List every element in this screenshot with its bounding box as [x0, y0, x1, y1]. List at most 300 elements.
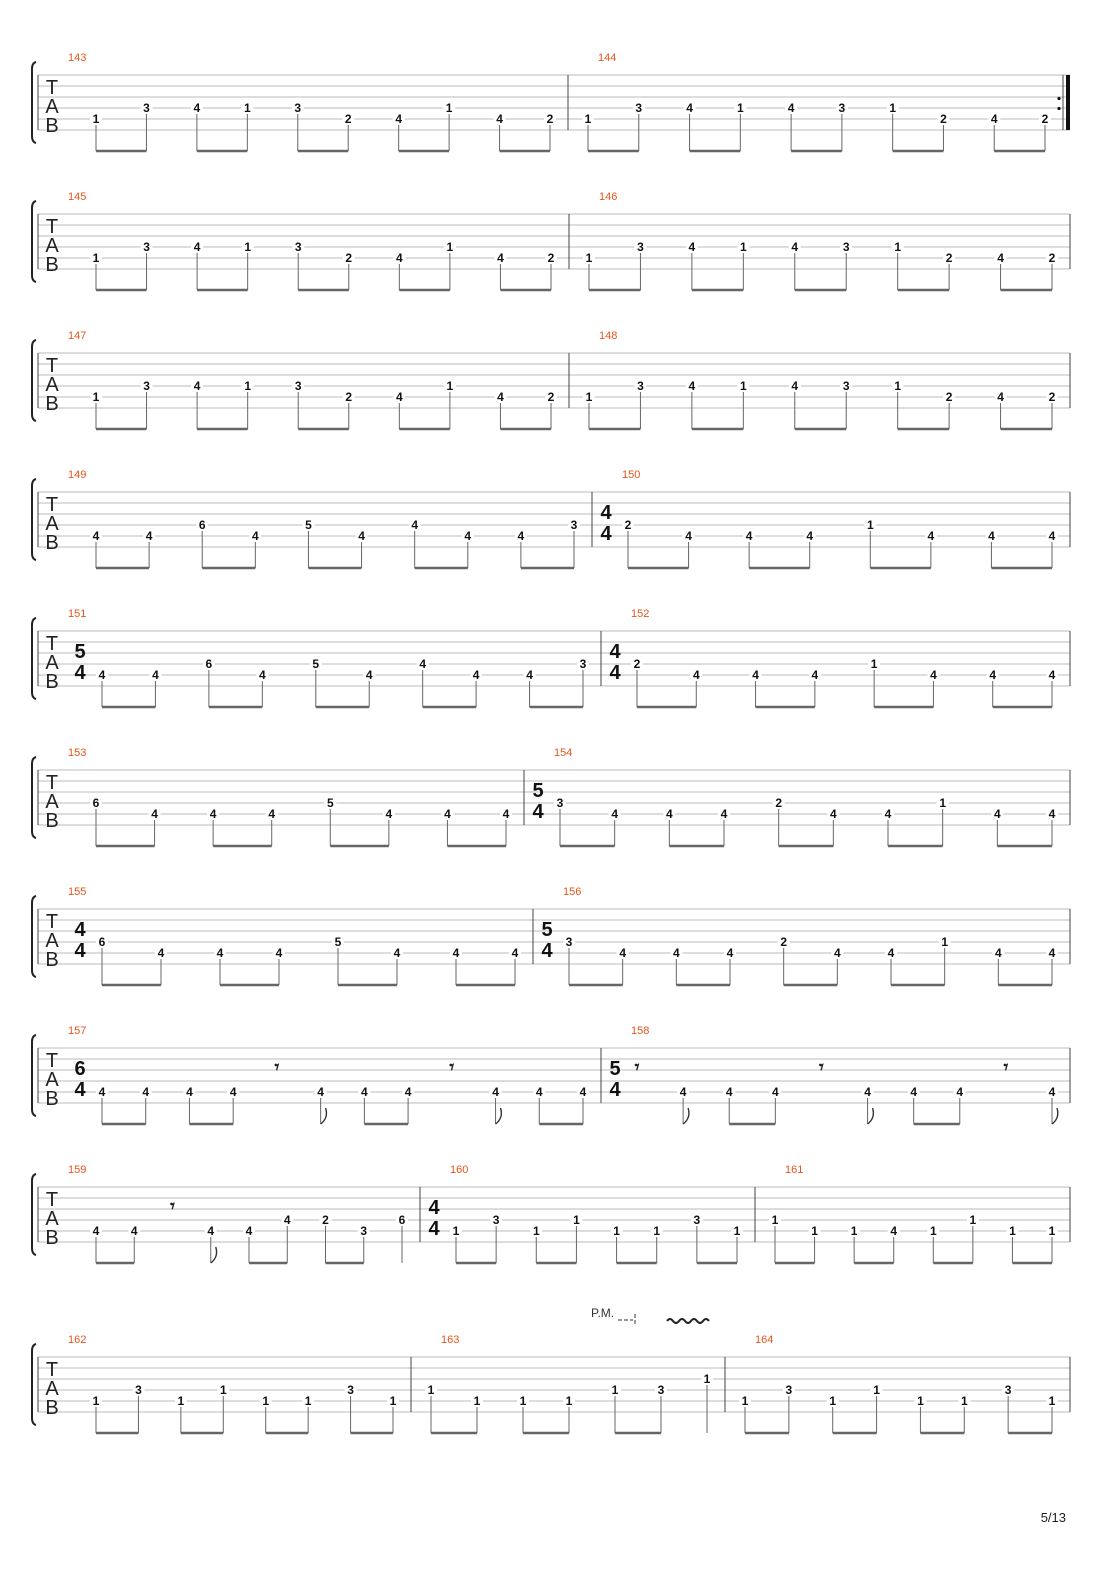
- fret-number: 4: [404, 1085, 412, 1099]
- fret-number: 4: [229, 1085, 237, 1099]
- tab-system: [32, 1164, 1070, 1263]
- measure-number: 163: [441, 1334, 460, 1346]
- measure: [541, 886, 1070, 985]
- fret-number: 1: [473, 1394, 481, 1408]
- measure-number: 156: [563, 886, 582, 898]
- fret-number: 4: [98, 668, 106, 682]
- fret-number: 2: [345, 390, 353, 404]
- measure: [68, 608, 601, 707]
- fret-number: 4: [444, 807, 451, 821]
- time-signature-bottom: 4: [74, 1079, 86, 1101]
- fret-number: 4: [186, 1085, 193, 1099]
- fret-number: 4: [990, 112, 998, 126]
- fret-number: 1: [917, 1394, 924, 1408]
- fret-number: 4: [930, 668, 937, 682]
- measure: [68, 1334, 411, 1433]
- fret-number: 4: [464, 529, 472, 543]
- tab-clef-letter: T: [45, 633, 59, 655]
- fret-number: 1: [733, 1224, 741, 1238]
- measure: [600, 469, 1070, 568]
- tab-clef-letter: B: [45, 254, 59, 276]
- measure: [68, 1025, 601, 1124]
- fret-number: 1: [92, 112, 100, 126]
- eighth-rest-icon: 𝄾: [819, 1057, 824, 1077]
- fret-number: 1: [771, 1213, 779, 1227]
- fret-number: 4: [92, 529, 100, 543]
- fret-number: 1: [219, 1383, 227, 1397]
- fret-number: 1: [829, 1394, 837, 1408]
- eighth-rest-icon: 𝄾: [274, 1057, 280, 1077]
- fret-number: 4: [385, 807, 393, 821]
- fret-number: 2: [546, 112, 554, 126]
- fret-number: 3: [842, 240, 850, 254]
- system-bracket: [32, 618, 36, 699]
- fret-number: 1: [446, 379, 454, 393]
- time-signature-top: 6: [74, 1058, 86, 1080]
- time-signature-bottom: 4: [74, 662, 86, 684]
- system-bracket: [32, 1035, 36, 1116]
- fret-number: 1: [870, 657, 878, 671]
- fret-number: 4: [317, 1085, 324, 1099]
- fret-number: 4: [752, 668, 759, 682]
- tab-clef-letter: A: [45, 513, 59, 535]
- time-signature-bottom: 4: [541, 940, 553, 962]
- tab-clef-letter: A: [45, 930, 59, 952]
- time-signature-top: 5: [74, 641, 86, 663]
- fret-number: 1: [613, 1224, 620, 1238]
- fret-number: 3: [294, 101, 302, 115]
- fret-number: 4: [502, 807, 510, 821]
- system-bracket: [32, 896, 36, 977]
- fret-number: 1: [741, 1394, 749, 1408]
- fret-number: 4: [395, 390, 403, 404]
- system-bracket: [32, 479, 36, 560]
- tab-system: [32, 52, 1070, 151]
- fret-number: 4: [688, 379, 696, 393]
- fret-number: 4: [619, 946, 627, 960]
- fret-number: 4: [535, 1085, 543, 1099]
- eighth-flag-icon: [1052, 1108, 1058, 1124]
- fret-number: 1: [573, 1213, 580, 1227]
- tab-clef-letter: B: [45, 671, 59, 693]
- fret-number: 4: [152, 668, 159, 682]
- fret-number: 4: [927, 529, 935, 543]
- eighth-flag-icon: [868, 1108, 874, 1124]
- fret-number: 4: [395, 251, 403, 265]
- fret-number: 1: [585, 251, 593, 265]
- fret-number: 4: [251, 529, 259, 543]
- fret-number: 4: [994, 946, 1002, 960]
- fret-number: 4: [988, 529, 995, 543]
- tab-clef-letter: A: [45, 1378, 59, 1400]
- fret-number: 4: [472, 668, 480, 682]
- fret-number: 4: [993, 807, 1001, 821]
- fret-number: 1: [92, 1394, 100, 1408]
- eighth-flag-icon: [496, 1108, 502, 1124]
- fret-number: 1: [92, 390, 100, 404]
- fret-number: 2: [940, 112, 947, 126]
- time-signature-top: 5: [532, 780, 544, 802]
- fret-number: 1: [262, 1394, 270, 1408]
- fret-number: 4: [142, 1085, 150, 1099]
- fret-number: 4: [361, 1085, 368, 1099]
- palm-mute-extension: [618, 1314, 635, 1326]
- tab-system: [32, 886, 1070, 985]
- fret-number: 1: [244, 379, 252, 393]
- fret-number: 4: [411, 518, 419, 532]
- fret-number: 2: [547, 390, 555, 404]
- fret-number: 4: [890, 1224, 898, 1238]
- fret-number: 1: [873, 1383, 880, 1397]
- fret-number: 3: [693, 1213, 701, 1227]
- fret-number: 4: [997, 251, 1004, 265]
- fret-number: 3: [842, 379, 850, 393]
- fret-number: 1: [304, 1394, 312, 1408]
- tab-clef-letter: T: [45, 216, 59, 238]
- time-signature-top: 4: [600, 502, 612, 524]
- fret-number: 4: [145, 529, 153, 543]
- fret-number: 4: [365, 668, 373, 682]
- measure-number: 148: [599, 330, 618, 342]
- tab-clef-letter: T: [45, 772, 59, 794]
- measure: [583, 330, 1070, 429]
- measure-number: 164: [755, 1334, 774, 1346]
- fret-number: 4: [245, 1224, 253, 1238]
- fret-number: 4: [726, 946, 734, 960]
- fret-number: 1: [243, 101, 251, 115]
- fret-number: 1: [519, 1394, 527, 1408]
- tab-clef-letter: A: [45, 1208, 59, 1230]
- fret-number: 1: [894, 379, 902, 393]
- vibrato-icon: [667, 1319, 709, 1323]
- measure: [609, 608, 1070, 707]
- final-barline: [1066, 75, 1070, 130]
- tab-system: [32, 1306, 1070, 1433]
- fret-number: 6: [92, 796, 100, 810]
- fret-number: 6: [398, 1213, 406, 1227]
- fret-number: 1: [866, 518, 874, 532]
- fret-number: 4: [791, 240, 799, 254]
- measure: [68, 469, 592, 568]
- fret-number: 3: [143, 379, 150, 393]
- time-signature-top: 5: [609, 1058, 621, 1080]
- measure-number: 154: [554, 747, 573, 759]
- tab-clef-letter: B: [45, 1088, 59, 1110]
- fret-number: 4: [745, 529, 753, 543]
- tab-clef-letter: T: [45, 494, 59, 516]
- fret-number: 4: [216, 946, 224, 960]
- fret-number: 6: [98, 935, 106, 949]
- fret-number: 4: [98, 1085, 106, 1099]
- tab-clef-letter: B: [45, 393, 59, 415]
- fret-number: 1: [584, 112, 592, 126]
- measure-number: 145: [68, 191, 87, 203]
- fret-number: 3: [143, 101, 150, 115]
- fret-number: 1: [445, 101, 453, 115]
- fret-number: 1: [1048, 1394, 1056, 1408]
- fret-number: 3: [556, 796, 564, 810]
- fret-number: 1: [92, 251, 100, 265]
- time-signature-bottom: 4: [600, 523, 612, 545]
- measure-number: 160: [450, 1164, 469, 1176]
- page-number: 5/13: [1040, 1510, 1066, 1525]
- fret-number: 2: [775, 796, 783, 810]
- fret-number: 3: [570, 518, 578, 532]
- tab-clef-letter: A: [45, 235, 59, 257]
- time-signature-top: 4: [428, 1197, 440, 1219]
- fret-number: 2: [322, 1213, 329, 1227]
- fret-number: 4: [157, 946, 165, 960]
- fret-number: 4: [679, 1085, 687, 1099]
- fret-number: 2: [1041, 112, 1049, 126]
- fret-number: 3: [635, 101, 643, 115]
- measure-number: 157: [68, 1025, 87, 1037]
- fret-number: 1: [427, 1383, 435, 1397]
- fret-number: 4: [492, 1085, 499, 1099]
- measure: [425, 1306, 725, 1433]
- measure-number: 162: [68, 1334, 87, 1346]
- tab-system: [32, 747, 1070, 846]
- measure: [583, 191, 1070, 290]
- time-signature-bottom: 4: [609, 1079, 621, 1101]
- fret-number: 4: [193, 240, 201, 254]
- tab-clef-letter: B: [45, 810, 59, 832]
- tab-clef-letter: A: [45, 96, 59, 118]
- tab-clef-letter: B: [45, 949, 59, 971]
- fret-number: 4: [517, 529, 525, 543]
- fret-number: 4: [864, 1085, 871, 1099]
- fret-number: 4: [1048, 946, 1056, 960]
- fret-number: 4: [207, 1224, 215, 1238]
- eighth-flag-icon: [321, 1108, 327, 1124]
- fret-number: 6: [198, 518, 206, 532]
- fret-number: 4: [686, 101, 693, 115]
- tab-clef-letter: B: [45, 115, 59, 137]
- fret-number: 3: [657, 1383, 665, 1397]
- fret-number: 4: [1048, 529, 1056, 543]
- fret-number: 3: [637, 379, 644, 393]
- fret-number: 4: [258, 668, 266, 682]
- tab-system: [32, 1025, 1070, 1124]
- eighth-flag-icon: [211, 1247, 217, 1263]
- fret-number: 3: [347, 1383, 354, 1397]
- fret-number: 1: [894, 240, 902, 254]
- fret-number: 1: [1009, 1224, 1016, 1238]
- fret-number: 2: [945, 251, 953, 265]
- fret-number: 1: [244, 240, 252, 254]
- fret-number: 4: [268, 807, 276, 821]
- measure: [428, 1164, 755, 1263]
- fret-number: 4: [884, 807, 892, 821]
- measure: [68, 191, 569, 290]
- fret-number: 1: [736, 101, 744, 115]
- measure-number: 150: [622, 469, 641, 481]
- tab-system: [32, 191, 1070, 290]
- fret-number: 4: [151, 807, 158, 821]
- fret-number: 1: [585, 390, 593, 404]
- fret-number: 3: [1004, 1383, 1012, 1397]
- fret-number: 5: [334, 935, 342, 949]
- fret-number: 3: [785, 1383, 793, 1397]
- fret-number: 3: [579, 657, 587, 671]
- measure-number: 152: [631, 608, 650, 620]
- fret-number: 2: [547, 251, 555, 265]
- fret-number: 4: [497, 251, 504, 265]
- fret-number: 4: [393, 946, 401, 960]
- time-signature-top: 4: [609, 641, 621, 663]
- system-bracket: [32, 62, 36, 143]
- fret-number: 4: [579, 1085, 587, 1099]
- tab-clef-letter: B: [45, 532, 59, 554]
- tab-clef-letter: T: [45, 77, 59, 99]
- fret-number: 3: [565, 935, 573, 949]
- measure: [68, 1164, 420, 1263]
- fret-number: 4: [833, 946, 841, 960]
- time-signature-bottom: 4: [532, 801, 544, 823]
- tab-system: [32, 608, 1070, 707]
- tab-system: [32, 330, 1070, 429]
- measure: [769, 1164, 1070, 1263]
- time-signature-top: 4: [74, 919, 86, 941]
- eighth-rest-icon: 𝄾: [449, 1057, 455, 1077]
- fret-number: 4: [1048, 668, 1056, 682]
- fret-number: 1: [611, 1383, 619, 1397]
- measure-number: 153: [68, 747, 87, 759]
- measure: [68, 52, 568, 151]
- fret-number: 4: [791, 379, 799, 393]
- fret-number: 4: [910, 1085, 918, 1099]
- eighth-rest-icon: 𝄾: [170, 1196, 175, 1216]
- tab-system: [32, 469, 1070, 568]
- fret-number: 6: [205, 657, 213, 671]
- fret-number: 5: [305, 518, 312, 532]
- tab-clef-letter: A: [45, 791, 59, 813]
- fret-number: 3: [492, 1213, 500, 1227]
- system-bracket: [32, 201, 36, 282]
- repeat-dot: [1057, 107, 1060, 110]
- fret-number: 3: [294, 379, 302, 393]
- fret-number: 2: [624, 518, 632, 532]
- fret-number: 4: [358, 529, 365, 543]
- fret-number: 1: [532, 1224, 540, 1238]
- measure: [739, 1334, 1070, 1433]
- fret-number: 4: [829, 807, 837, 821]
- tab-clef-letter: A: [45, 374, 59, 396]
- fret-number: 4: [1048, 807, 1056, 821]
- palm-mute-label: P.M.: [591, 1306, 615, 1320]
- fret-number: 4: [887, 946, 895, 960]
- measure-number: 151: [68, 608, 87, 620]
- fret-number: 5: [312, 657, 320, 671]
- fret-number: 4: [956, 1085, 964, 1099]
- fret-number: 1: [969, 1213, 977, 1227]
- fret-number: 1: [446, 240, 454, 254]
- fret-number: 3: [143, 240, 150, 254]
- repeat-dot: [1057, 97, 1060, 100]
- fret-number: 3: [637, 240, 644, 254]
- fret-number: 4: [511, 946, 519, 960]
- tab-clef-letter: T: [45, 1189, 59, 1211]
- fret-number: 4: [811, 668, 819, 682]
- tab-clef-letter: B: [45, 1397, 59, 1419]
- measure-number: 143: [68, 52, 87, 64]
- fret-number: 4: [787, 101, 795, 115]
- measure: [68, 886, 533, 985]
- fret-number: 4: [526, 668, 533, 682]
- fret-number: 2: [780, 935, 788, 949]
- measure-number: 159: [68, 1164, 87, 1176]
- fret-number: 4: [283, 1213, 291, 1227]
- fret-number: 4: [275, 946, 283, 960]
- fret-number: 3: [838, 101, 846, 115]
- measure-number: 146: [599, 191, 618, 203]
- fret-number: 2: [633, 657, 641, 671]
- fret-number: 2: [345, 251, 353, 265]
- fret-number: 1: [941, 935, 949, 949]
- system-bracket: [32, 1174, 36, 1255]
- measure: [68, 330, 569, 429]
- measure-number: 149: [68, 469, 87, 481]
- measure: [68, 747, 524, 846]
- fret-number: 1: [565, 1394, 573, 1408]
- tab-clef-letter: T: [45, 1359, 59, 1381]
- measure-number: 161: [785, 1164, 804, 1176]
- fret-number: 2: [1048, 390, 1056, 404]
- fret-number: 4: [989, 668, 997, 682]
- fret-number: 3: [294, 240, 302, 254]
- fret-number: 1: [653, 1224, 661, 1238]
- fret-number: 4: [452, 946, 460, 960]
- fret-number: 3: [360, 1224, 368, 1238]
- fret-number: 2: [945, 390, 953, 404]
- fret-number: 1: [389, 1394, 397, 1408]
- fret-number: 1: [929, 1224, 937, 1238]
- time-signature-bottom: 4: [428, 1218, 440, 1240]
- fret-number: 4: [725, 1085, 733, 1099]
- eighth-rest-icon: 𝄾: [1003, 1057, 1009, 1077]
- measure-number: 144: [598, 52, 617, 64]
- fret-number: 4: [419, 657, 427, 671]
- fret-number: 2: [1048, 251, 1056, 265]
- fret-number: 4: [672, 946, 680, 960]
- fret-number: 1: [177, 1394, 185, 1408]
- fret-number: 4: [193, 379, 201, 393]
- measure: [532, 747, 1070, 846]
- eighth-flag-icon: [683, 1108, 689, 1124]
- fret-number: 5: [326, 796, 334, 810]
- measure-number: 147: [68, 330, 87, 342]
- fret-number: 4: [806, 529, 814, 543]
- tab-clef-letter: B: [45, 1227, 59, 1249]
- tab-clef-letter: A: [45, 652, 59, 674]
- tab-clef-letter: T: [45, 1050, 59, 1072]
- time-signature-bottom: 4: [74, 940, 86, 962]
- time-signature-top: 5: [541, 919, 553, 941]
- fret-number: 1: [452, 1224, 460, 1238]
- time-signature-bottom: 4: [609, 662, 621, 684]
- fret-number: 1: [739, 240, 747, 254]
- tab-clef-letter: T: [45, 355, 59, 377]
- fret-number: 4: [130, 1224, 138, 1238]
- fret-number: 1: [960, 1394, 968, 1408]
- fret-number: 4: [688, 240, 696, 254]
- fret-number: 4: [685, 529, 692, 543]
- fret-number: 1: [850, 1224, 858, 1238]
- fret-number: 4: [720, 807, 728, 821]
- tab-clef-letter: A: [45, 1069, 59, 1091]
- fret-number: 1: [939, 796, 947, 810]
- fret-number: 4: [209, 807, 217, 821]
